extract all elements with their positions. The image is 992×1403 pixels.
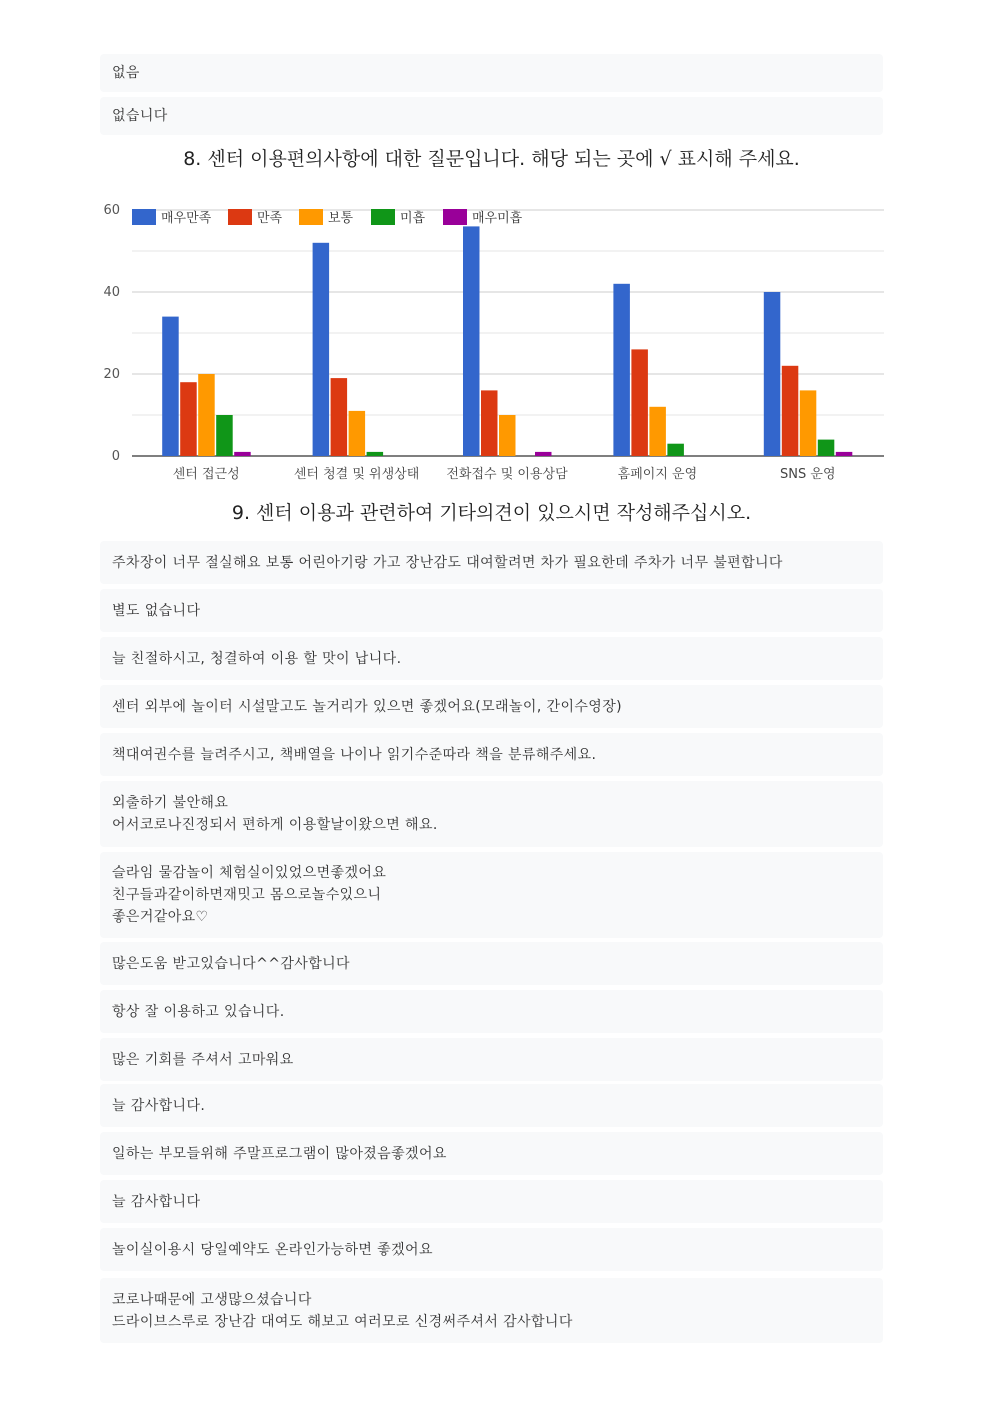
question-8-title: 8. 센터 이용편의사항에 대한 질문입니다. 해당 되는 곳에 √ 표시해 주세요. [183, 148, 800, 170]
response-card [100, 1132, 883, 1175]
response-text: 놀이실이용시 당일예약도 온라인가능하면 좋겠어요 [112, 1241, 433, 1258]
bar [349, 411, 366, 456]
response-card [100, 54, 883, 92]
response-card [100, 541, 883, 584]
response-text: 책대여권수를 늘려주시고, 책배열을 나이나 읽기수준따라 책을 분류해주세요. [112, 746, 597, 763]
y-tick-label: 60 [103, 203, 120, 218]
bar [313, 243, 330, 456]
bar [234, 452, 251, 456]
bar [162, 317, 179, 456]
bar [667, 444, 684, 456]
x-tick-label: 센터 청결 및 위생상태 [293, 467, 420, 482]
y-tick-label: 20 [103, 367, 120, 382]
response-card [100, 852, 883, 938]
response-text: 좋은거같아요♡ [112, 909, 209, 925]
response-card [100, 1278, 883, 1343]
response-card [100, 1180, 883, 1223]
response-card [100, 942, 883, 985]
response-text: 센터 외부에 놀이터 시설말고도 놀거리가 있으면 좋겠어요(모래놀이, 간이수영장) [112, 698, 623, 715]
legend-label: 매우만족 [161, 211, 212, 226]
bar [463, 226, 480, 456]
response-card [100, 990, 883, 1033]
legend-swatch [443, 209, 467, 225]
bar [800, 390, 817, 456]
x-tick-label: 센터 접근성 [172, 467, 240, 482]
response-card [100, 97, 883, 135]
bar [198, 374, 215, 456]
response-text: 늘 친절하시고, 청결하여 이용 할 맛이 납니다. [112, 650, 402, 667]
response-card [100, 781, 883, 847]
bar [782, 366, 799, 456]
response-text: 어서코로나진정되서 편하게 이용할날이왔으면 해요. [112, 817, 438, 833]
y-tick-label: 40 [103, 285, 120, 300]
response-text: 드라이브스루로 장난감 대여도 해보고 여러모로 신경써주셔서 감사합니다 [112, 1313, 573, 1330]
response-text: 슬라임 물감놀이 체험실이있었으면좋겠어요 [112, 865, 387, 881]
bar [818, 440, 835, 456]
bar [180, 382, 197, 456]
response-card [100, 733, 883, 776]
y-tick-label: 0 [111, 449, 120, 464]
x-tick-label: 전화접수 및 이용상담 [446, 467, 568, 482]
legend-label: 만족 [257, 211, 283, 226]
response-text: 많은도움 받고있습니다^^감사합니다 [112, 955, 350, 972]
bar [613, 284, 630, 456]
bar [836, 452, 853, 456]
bar [649, 407, 666, 456]
response-text: 코로나때문에 고생많으셨습니다 [112, 1291, 312, 1308]
legend-swatch [371, 209, 395, 225]
legend-label: 미흡 [400, 211, 426, 226]
response-text: 별도 없습니다 [112, 602, 201, 619]
bar [499, 415, 516, 456]
response-text: 늘 감사합니다. [112, 1097, 206, 1114]
response-card [100, 1038, 883, 1081]
x-tick-label: SNS 운영 [780, 467, 836, 482]
response-text: 많은 기회를 주셔서 고마워요 [112, 1051, 294, 1068]
response-text: 일하는 부모들위해 주말프로그램이 많아졌음좋겠어요 [112, 1145, 447, 1162]
response-text: 없습니다 [112, 108, 168, 124]
response-text: 주차장이 너무 절실해요 보통 어린아기랑 가고 장난감도 대여할려면 차가 필요한데 주차가 너무 불편합니다 [112, 554, 783, 571]
legend-swatch [299, 209, 323, 225]
response-card [100, 637, 883, 680]
bar [631, 349, 648, 456]
bar [331, 378, 348, 456]
response-card [100, 1084, 883, 1127]
bar [481, 390, 498, 456]
bar [367, 452, 384, 456]
response-text: 외출하기 불안해요 [112, 795, 229, 811]
legend-label: 보통 [328, 211, 354, 226]
legend-label: 매우미흡 [472, 211, 523, 226]
response-card [100, 685, 883, 728]
legend-swatch [228, 209, 252, 225]
response-text: 늘 감사합니다 [112, 1193, 201, 1210]
response-card [100, 589, 883, 632]
x-tick-label: 홈페이지 운영 [617, 467, 698, 482]
response-card [100, 1228, 883, 1271]
legend-swatch [132, 209, 156, 225]
bar [535, 452, 552, 456]
question-9-title: 9. 센터 이용과 관련하여 기타의견이 있으시면 작성해주십시오. [231, 502, 752, 524]
bar-chart [100, 196, 890, 488]
response-text: 없음 [112, 65, 140, 81]
bar [216, 415, 233, 456]
bar [764, 292, 781, 456]
response-text: 항상 잘 이용하고 있습니다. [112, 1003, 285, 1020]
response-text: 친구들과같이하면재밋고 몸으로놀수있으니 [112, 887, 382, 903]
